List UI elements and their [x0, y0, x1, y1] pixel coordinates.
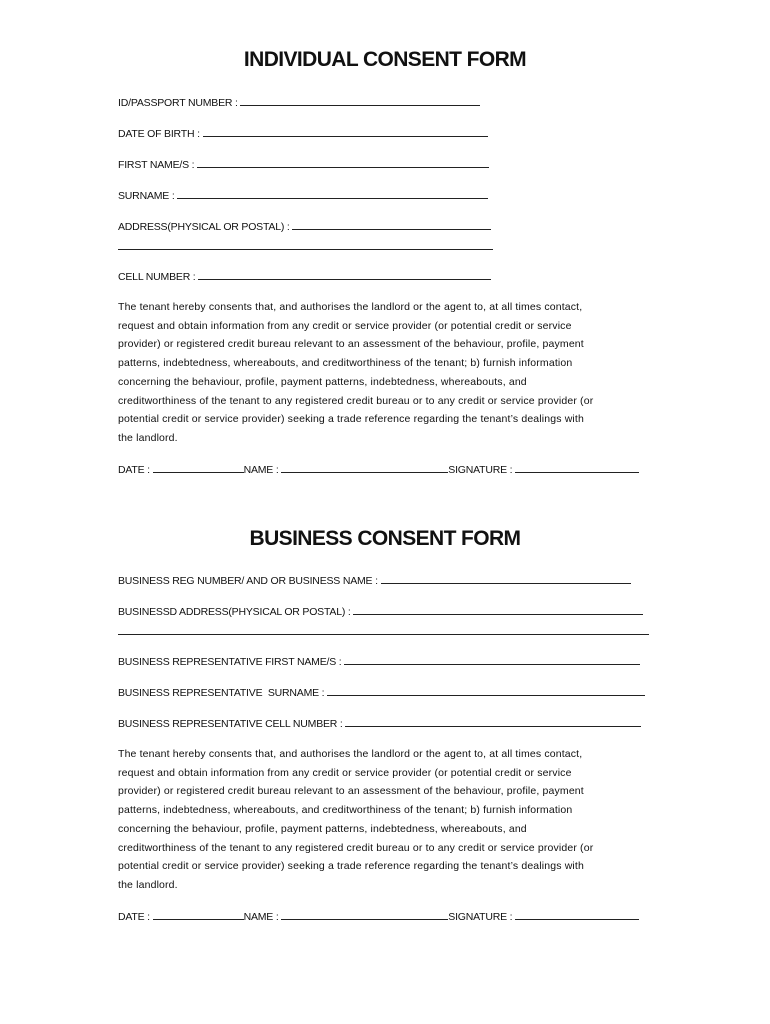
business-signature-row: [118, 910, 639, 923]
rep-cell-label: BUSINESS REPRESENTATIVE CELL NUMBER :: [118, 718, 343, 730]
address-input-line-2[interactable]: [118, 240, 493, 250]
name-label: NAME :: [243, 911, 279, 923]
consent-line: concerning the behaviour, profile, payment patterns, indebtedness, whereabouts, and: [118, 375, 527, 388]
name-label: NAME :: [243, 464, 279, 476]
consent-line: potential credit or service provider) seeking a trade reference regarding the tenant’s dealings with: [118, 860, 584, 873]
date-label: DATE :: [118, 911, 150, 923]
rep-surname-input[interactable]: [327, 686, 645, 696]
individual-consent-text: [118, 298, 638, 448]
first-names-label: FIRST NAME/S :: [118, 159, 195, 171]
rep-cell-input[interactable]: [345, 717, 641, 727]
business-consent-text: [118, 745, 638, 895]
individual-signature-row: [118, 463, 639, 476]
consent-line: creditworthiness of the tenant to any registered credit bureau or to any credit or service provider (or: [118, 394, 594, 407]
consent-line: the landlord.: [118, 431, 178, 444]
business-address-continuation: [118, 625, 649, 638]
rep-first-names-label: BUSINESS REPRESENTATIVE FIRST NAME/S :: [118, 656, 342, 668]
rep-surname-field: [118, 686, 645, 699]
consent-line: concerning the behaviour, profile, payment patterns, indebtedness, whereabouts, and: [118, 822, 527, 835]
date-input[interactable]: [153, 463, 244, 473]
id-passport-field: [118, 96, 480, 109]
date-input[interactable]: [153, 910, 244, 920]
consent-line: patterns, indebtedness, whereabouts, and creditworthiness of the tenant; b) furnish information: [118, 804, 573, 817]
business-address-field: [118, 605, 643, 618]
first-names-input[interactable]: [197, 158, 489, 168]
consent-line: the landlord.: [118, 878, 178, 891]
consent-line: request and obtain information from any credit or service provider (or potential credit or service: [118, 766, 572, 779]
address-label: ADDRESS(PHYSICAL OR POSTAL) :: [118, 221, 290, 233]
dob-input[interactable]: [203, 127, 488, 137]
date-label: DATE :: [118, 464, 150, 476]
signature-input[interactable]: [515, 463, 639, 473]
id-passport-label: ID/PASSPORT NUMBER :: [118, 97, 238, 109]
consent-line: request and obtain information from any credit or service provider (or potential credit or service: [118, 319, 572, 332]
consent-line: The tenant hereby consents that, and authorises the landlord or the agent to, at all times contact,: [118, 748, 583, 760]
consent-line: potential credit or service provider) seeking a trade reference regarding the tenant’s dealings with: [118, 413, 584, 426]
rep-first-names-input[interactable]: [344, 655, 640, 665]
business-address-input-line-2[interactable]: [118, 625, 649, 635]
business-reg-field: [118, 574, 631, 587]
signature-label: SIGNATURE :: [448, 464, 513, 476]
surname-label: SURNAME :: [118, 190, 175, 202]
consent-line: patterns, indebtedness, whereabouts, and creditworthiness of the tenant; b) furnish information: [118, 357, 573, 370]
consent-line: provider) or registered credit bureau relevant to an assessment of the behaviour, profile, payment: [118, 338, 584, 351]
business-address-label: BUSINESSD ADDRESS(PHYSICAL OR POSTAL) :: [118, 606, 351, 618]
consent-line: The tenant hereby consents that, and authorises the landlord or the agent to, at all times contact,: [118, 301, 583, 313]
id-passport-input[interactable]: [240, 96, 480, 106]
name-input[interactable]: [281, 463, 448, 473]
surname-input[interactable]: [177, 189, 488, 199]
consent-line: provider) or registered credit bureau relevant to an assessment of the behaviour, profile, payment: [118, 785, 584, 798]
individual-form-title: INDIVIDUAL CONSENT FORM: [243, 48, 527, 71]
address-field: [118, 220, 491, 233]
cell-input[interactable]: [198, 270, 491, 280]
business-reg-label: BUSINESS REG NUMBER/ AND OR BUSINESS NAME :: [118, 575, 378, 587]
dob-label: DATE OF BIRTH :: [118, 128, 200, 140]
cell-field: [118, 270, 491, 283]
address-input[interactable]: [292, 220, 491, 230]
address-continuation: [118, 240, 493, 253]
first-names-field: [118, 158, 489, 171]
name-input[interactable]: [281, 910, 448, 920]
cell-label: CELL NUMBER :: [118, 271, 196, 283]
rep-surname-label: BUSINESS REPRESENTATIVE SURNAME :: [118, 687, 325, 699]
consent-line: creditworthiness of the tenant to any registered credit bureau or to any credit or service provider (or: [118, 841, 594, 854]
business-address-input[interactable]: [353, 605, 643, 615]
business-reg-input[interactable]: [381, 574, 631, 584]
dob-field: [118, 127, 488, 140]
business-form-title: BUSINESS CONSENT FORM: [249, 527, 521, 550]
rep-cell-field: [118, 717, 641, 730]
signature-label: SIGNATURE :: [448, 911, 513, 923]
surname-field: [118, 189, 488, 202]
rep-first-names-field: [118, 655, 640, 668]
signature-input[interactable]: [515, 910, 639, 920]
